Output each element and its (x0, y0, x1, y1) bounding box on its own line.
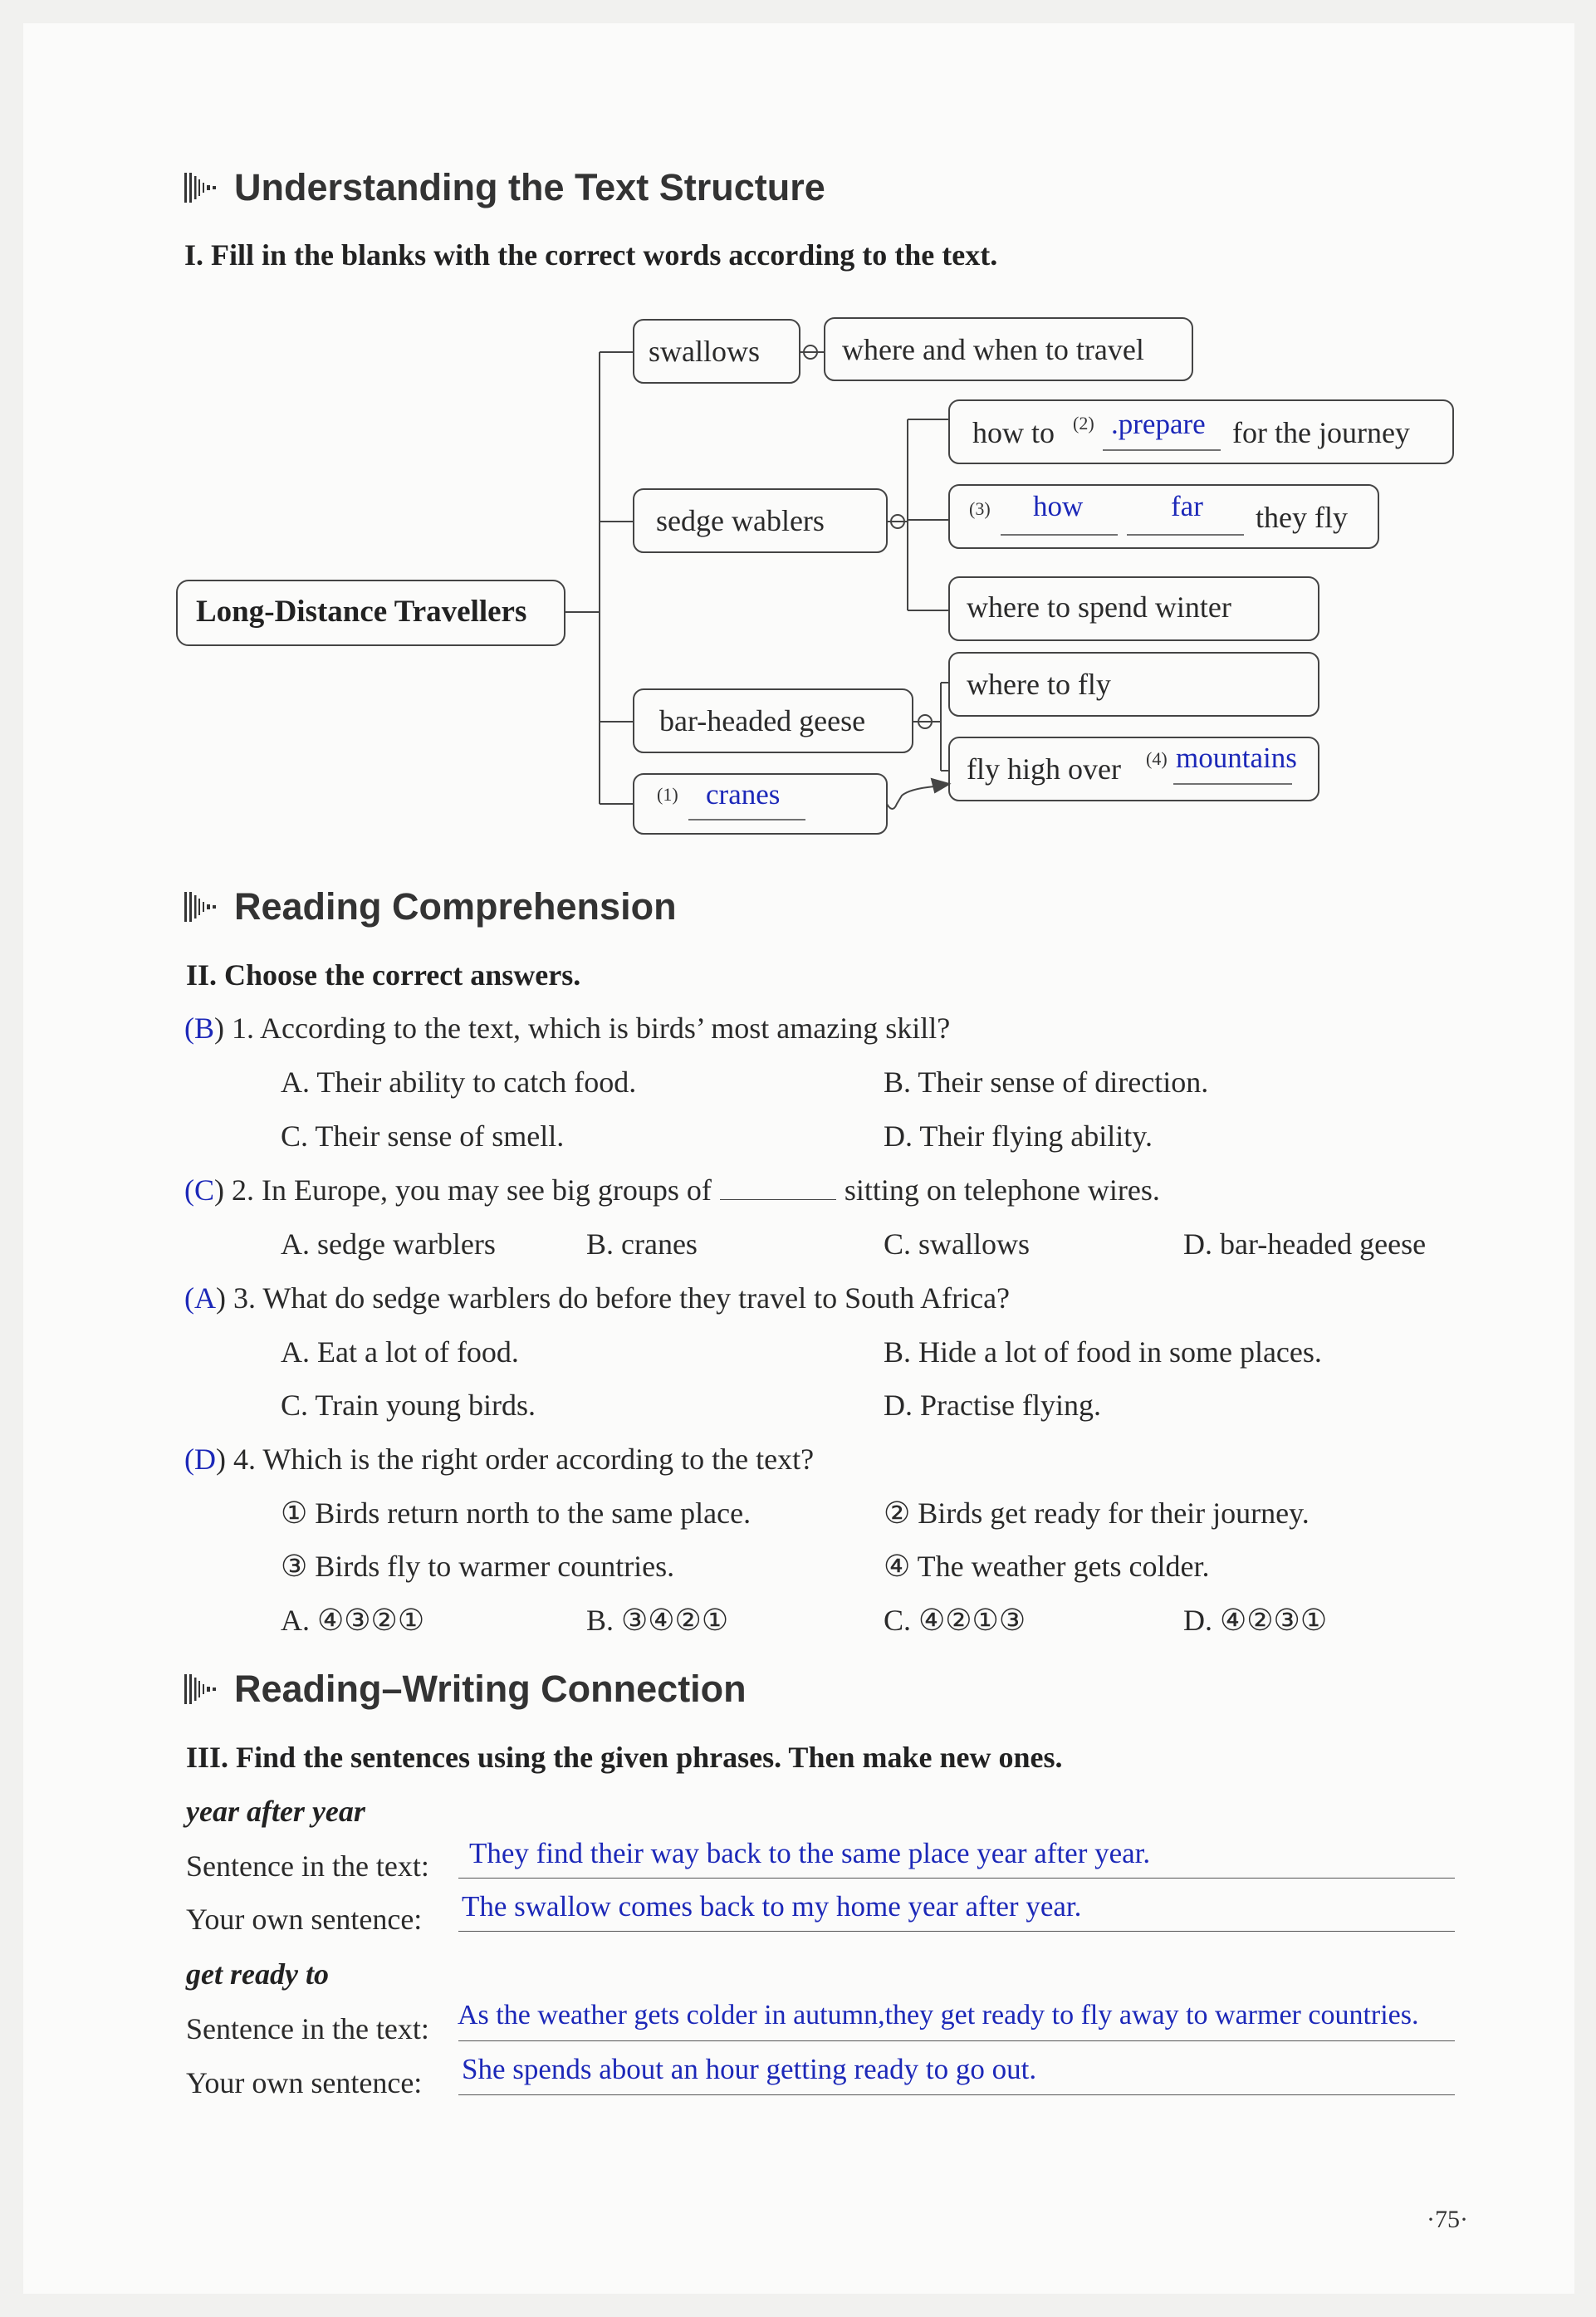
answer-how: how (1033, 490, 1084, 522)
answer-far: far (1171, 490, 1203, 522)
blank-number-3: (3) (969, 498, 991, 519)
question-text: 2. In Europe, you may see big groups of (232, 1173, 712, 1207)
own-sentence-2: She spends about an hour getting ready to go out. (462, 2053, 1037, 2085)
sedge-detail-2-post: they fly (1256, 501, 1348, 534)
instruction-1: I. Fill in the blanks with the correct words according to the text. (184, 238, 998, 272)
sedge-detail-1-post: for the journey (1232, 416, 1410, 449)
swallows-label: swallows (649, 335, 760, 368)
option: D. Practise flying. (884, 1389, 1101, 1422)
statement: ② Birds get ready for their journey. (884, 1496, 1310, 1530)
section-title: Reading–Writing Connection (234, 1668, 747, 1710)
phrase-1: year after year (186, 1795, 365, 1828)
option: D. Their flying ability. (884, 1119, 1153, 1153)
label-text-sentence: Sentence in the text: (186, 2012, 429, 2045)
section-title: Understanding the Text Structure (234, 166, 825, 208)
section-bars-icon (183, 889, 219, 925)
answer-q2: C (194, 1173, 215, 1207)
statement: ④ The weather gets colder. (884, 1550, 1210, 1583)
swallows-detail: where and when to travel (842, 333, 1144, 366)
question-3: (A) 3. What do sedge warblers do before they travel to South Africa? (184, 1281, 1011, 1315)
answer-cranes: cranes (706, 778, 781, 811)
geese-label: bar-headed geese (659, 704, 866, 737)
answer-line (458, 1931, 1455, 1932)
blank-number-4: (4) (1146, 748, 1168, 769)
instruction-2: II. Choose the correct answers. (186, 958, 581, 992)
label-own-sentence: Your own sentence: (186, 1903, 423, 1936)
phrase-2: get ready to (186, 1957, 329, 1991)
option: D. ④②③① (1183, 1604, 1328, 1637)
text-sentence-2: As the weather gets colder in autumn,they get ready to fly away to warmer countries. (458, 2000, 1419, 2030)
option: C. swallows (884, 1227, 1031, 1261)
answer-line (458, 2040, 1455, 2041)
sedge-label: sedge wablers (656, 504, 825, 537)
label-own-sentence: Your own sentence: (186, 2066, 423, 2099)
section-bars-icon (183, 1671, 219, 1707)
question-4: (D) 4. Which is the right order according to the text? (184, 1443, 815, 1476)
label-text-sentence: Sentence in the text: (186, 1849, 429, 1883)
question-text: 3. What do sedge warblers do before they travel to South Africa? (233, 1281, 1011, 1315)
statement: ③ Birds fly to warmer countries. (281, 1550, 675, 1583)
option: C. Train young birds. (281, 1389, 536, 1422)
option: B. cranes (586, 1227, 698, 1261)
geese-detail-1: where to fly (967, 668, 1111, 701)
question-text: 1. According to the text, which is birds’ most amazing skill? (232, 1012, 951, 1045)
answer-q1: B (194, 1012, 215, 1045)
answer-mountains: mountains (1176, 742, 1297, 774)
sedge-detail-3: where to spend winter (967, 590, 1231, 624)
answer-prepare: .prepare (1111, 408, 1206, 440)
section-connection-header (183, 1664, 747, 1714)
option: A. sedge warblers (281, 1227, 496, 1261)
blank-number-1: (1) (657, 784, 678, 805)
statement: ① Birds return north to the same place. (281, 1496, 751, 1530)
question-1: (B) 1. According to the text, which is birds’ most amazing skill? (184, 1012, 951, 1045)
text-sentence-1: They find their way back to the same place year after year. (469, 1837, 1151, 1869)
question-2: (C) 2. In Europe, you may see big groups of sitting on telephone wires. (184, 1173, 1160, 1207)
geese-detail-2-pre: fly high over (967, 752, 1121, 786)
option: C. ④②①③ (884, 1604, 1026, 1637)
section-title: Reading Comprehension (234, 885, 677, 928)
answer-q3: A (194, 1281, 216, 1315)
own-sentence-1: The swallow comes back to my home year after year. (462, 1890, 1082, 1923)
option: B. Their sense of direction. (884, 1065, 1209, 1099)
blank-number-2: (2) (1073, 413, 1094, 434)
option: C. Their sense of smell. (281, 1119, 565, 1153)
question-text: sitting on telephone wires. (844, 1173, 1160, 1207)
sedge-detail-1-pre: how to (972, 416, 1055, 449)
section-comprehension-header (183, 882, 677, 932)
option: D. bar-headed geese (1183, 1227, 1427, 1261)
answer-line (458, 2094, 1455, 2095)
question-text: 4. Which is the right order according to the text? (233, 1443, 815, 1476)
option: B. Hide a lot of food in some places. (884, 1335, 1322, 1369)
answer-q4: D (194, 1443, 216, 1476)
option: B. ③④②① (586, 1604, 729, 1637)
answer-line (458, 1878, 1455, 1879)
option: A. Their ability to catch food. (281, 1065, 637, 1099)
option: A. Eat a lot of food. (281, 1335, 519, 1369)
instruction-3: III. Find the sentences using the given phrases. Then make new ones. (186, 1741, 1063, 1774)
root-label: Long-Distance Travellers (196, 595, 527, 629)
page-number: ·75· (1427, 2206, 1468, 2233)
option: A. ④③②① (281, 1604, 425, 1637)
